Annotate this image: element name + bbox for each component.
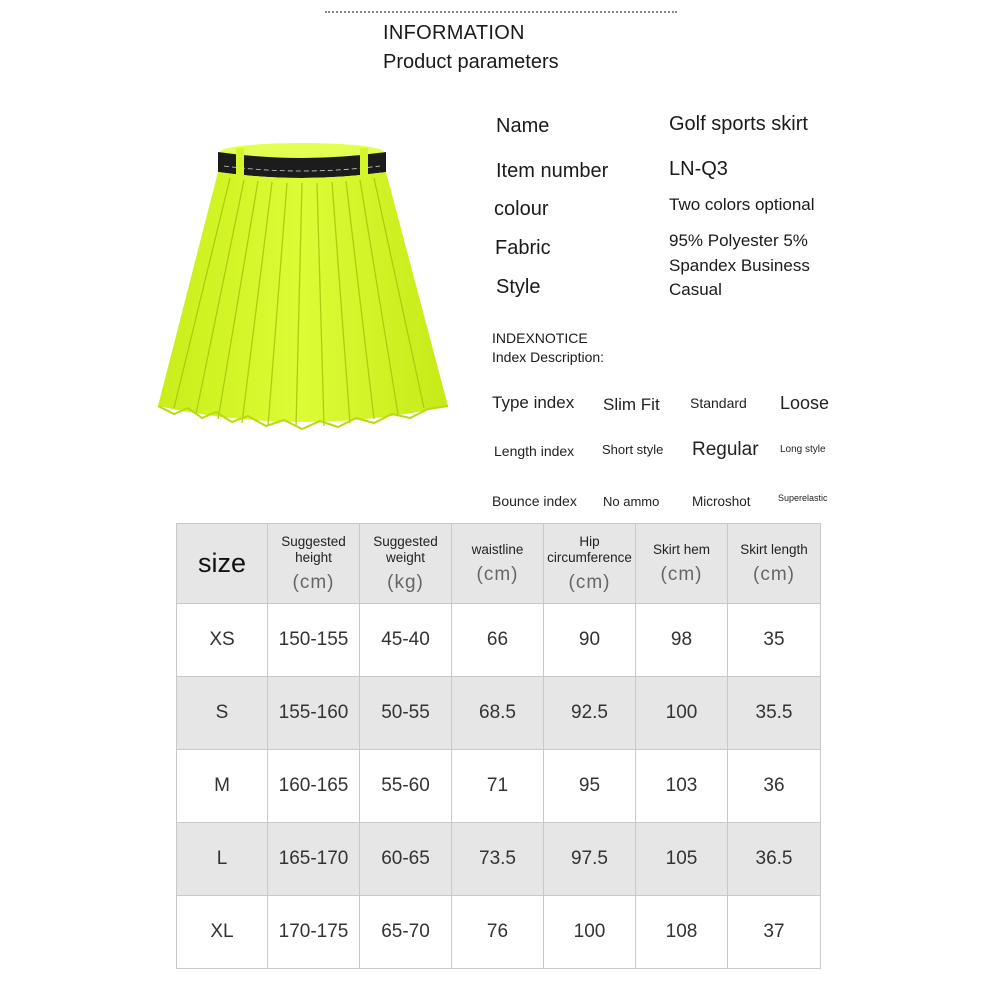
cell-weight: 50-55 bbox=[360, 677, 452, 750]
table-row bbox=[177, 604, 821, 677]
cell-length: 36 bbox=[728, 750, 821, 823]
fabric-label: Fabric bbox=[495, 237, 551, 259]
cell-height: 155-160 bbox=[268, 677, 360, 750]
header-size bbox=[177, 524, 268, 604]
cell-height: 160-165 bbox=[268, 750, 360, 823]
item-number-label: Item number bbox=[496, 160, 609, 182]
header-hem-unit: (cm) bbox=[660, 563, 703, 585]
section-title: INFORMATION bbox=[383, 22, 525, 44]
type-option-standard: Standard bbox=[690, 395, 747, 411]
table-row bbox=[177, 896, 821, 969]
type-option-slim: Slim Fit bbox=[603, 395, 660, 414]
cell-hem: 105 bbox=[636, 823, 728, 896]
header-height-label: Suggested height bbox=[281, 533, 346, 565]
header-weight-unit: (kg) bbox=[387, 571, 424, 593]
cell-size: S bbox=[177, 677, 268, 750]
header-length-label: Skirt length bbox=[740, 541, 808, 557]
cell-hip: 100 bbox=[544, 896, 636, 969]
length-option-regular: Regular bbox=[692, 439, 759, 460]
cell-length: 37 bbox=[728, 896, 821, 969]
cell-waistline: 71 bbox=[452, 750, 544, 823]
cell-height: 170-175 bbox=[268, 896, 360, 969]
cell-waistline: 76 bbox=[452, 896, 544, 969]
cell-size: XL bbox=[177, 896, 268, 969]
cell-length: 35 bbox=[728, 604, 821, 677]
header-hip-unit: (cm) bbox=[568, 571, 611, 593]
header-height bbox=[268, 524, 360, 604]
cell-hip: 97.5 bbox=[544, 823, 636, 896]
length-index-label: Length index bbox=[494, 443, 575, 459]
cell-hem: 100 bbox=[636, 677, 728, 750]
cell-size: M bbox=[177, 750, 268, 823]
product-image bbox=[152, 138, 452, 438]
cell-weight: 55-60 bbox=[360, 750, 452, 823]
cell-waistline: 66 bbox=[452, 604, 544, 677]
cell-weight: 65-70 bbox=[360, 896, 452, 969]
header-weight bbox=[360, 524, 452, 604]
bounce-option-micro: Microshot bbox=[692, 494, 751, 509]
cell-hem: 108 bbox=[636, 896, 728, 969]
index-notice-title: INDEXNOTICE bbox=[492, 330, 588, 346]
header-hip bbox=[544, 524, 636, 604]
length-option-long: Long style bbox=[780, 444, 826, 455]
header-hem-label: Skirt hem bbox=[652, 541, 710, 557]
cell-hip: 92.5 bbox=[544, 677, 636, 750]
header-height-unit: (cm) bbox=[292, 571, 335, 593]
table-row bbox=[177, 750, 821, 823]
style-label: Style bbox=[496, 276, 541, 298]
cell-hip: 95 bbox=[544, 750, 636, 823]
index-notice-subtitle: Index Description: bbox=[492, 349, 605, 365]
bounce-option-super: Superelastic bbox=[778, 493, 828, 503]
size-table-header bbox=[177, 524, 821, 604]
type-index-label: Type index bbox=[492, 393, 575, 412]
dotted-divider bbox=[325, 11, 677, 13]
table-row bbox=[177, 677, 821, 750]
bounce-option-none: No ammo bbox=[603, 494, 660, 509]
header-hip-label: Hip circumference bbox=[547, 533, 632, 565]
cell-height: 165-170 bbox=[268, 823, 360, 896]
fabric-value: 95% Polyester 5% Spandex Business Casual bbox=[669, 231, 810, 299]
cell-weight: 60-65 bbox=[360, 823, 452, 896]
header-weight-label: Suggested weight bbox=[373, 533, 438, 565]
header-length-unit: (cm) bbox=[753, 563, 795, 585]
cell-height: 150-155 bbox=[268, 604, 360, 677]
cell-length: 35.5 bbox=[728, 677, 821, 750]
header-waistline-unit: (cm) bbox=[476, 563, 519, 585]
cell-hem: 103 bbox=[636, 750, 728, 823]
header-hem bbox=[636, 524, 728, 604]
cell-waistline: 73.5 bbox=[452, 823, 544, 896]
section-subtitle: Product parameters bbox=[383, 51, 559, 73]
header-length bbox=[728, 524, 821, 604]
item-number-value: LN-Q3 bbox=[669, 158, 728, 180]
cell-hip: 90 bbox=[544, 604, 636, 677]
cell-hem: 98 bbox=[636, 604, 728, 677]
cell-waistline: 68.5 bbox=[452, 677, 544, 750]
header-waistline-label: waistline bbox=[471, 541, 524, 557]
header-waistline bbox=[452, 524, 544, 604]
name-value: Golf sports skirt bbox=[669, 113, 808, 135]
cell-size: L bbox=[177, 823, 268, 896]
cell-weight: 45-40 bbox=[360, 604, 452, 677]
cell-length: 36.5 bbox=[728, 823, 821, 896]
colour-label: colour bbox=[494, 198, 549, 220]
length-option-short: Short style bbox=[602, 442, 664, 457]
name-label: Name bbox=[496, 115, 550, 137]
colour-value: Two colors optional bbox=[669, 195, 815, 214]
cell-size: XS bbox=[177, 604, 268, 677]
type-option-loose: Loose bbox=[780, 393, 830, 413]
size-table bbox=[176, 523, 821, 969]
header-size-label: size bbox=[197, 548, 246, 578]
table-row bbox=[177, 823, 821, 896]
bounce-index-label: Bounce index bbox=[492, 493, 577, 509]
